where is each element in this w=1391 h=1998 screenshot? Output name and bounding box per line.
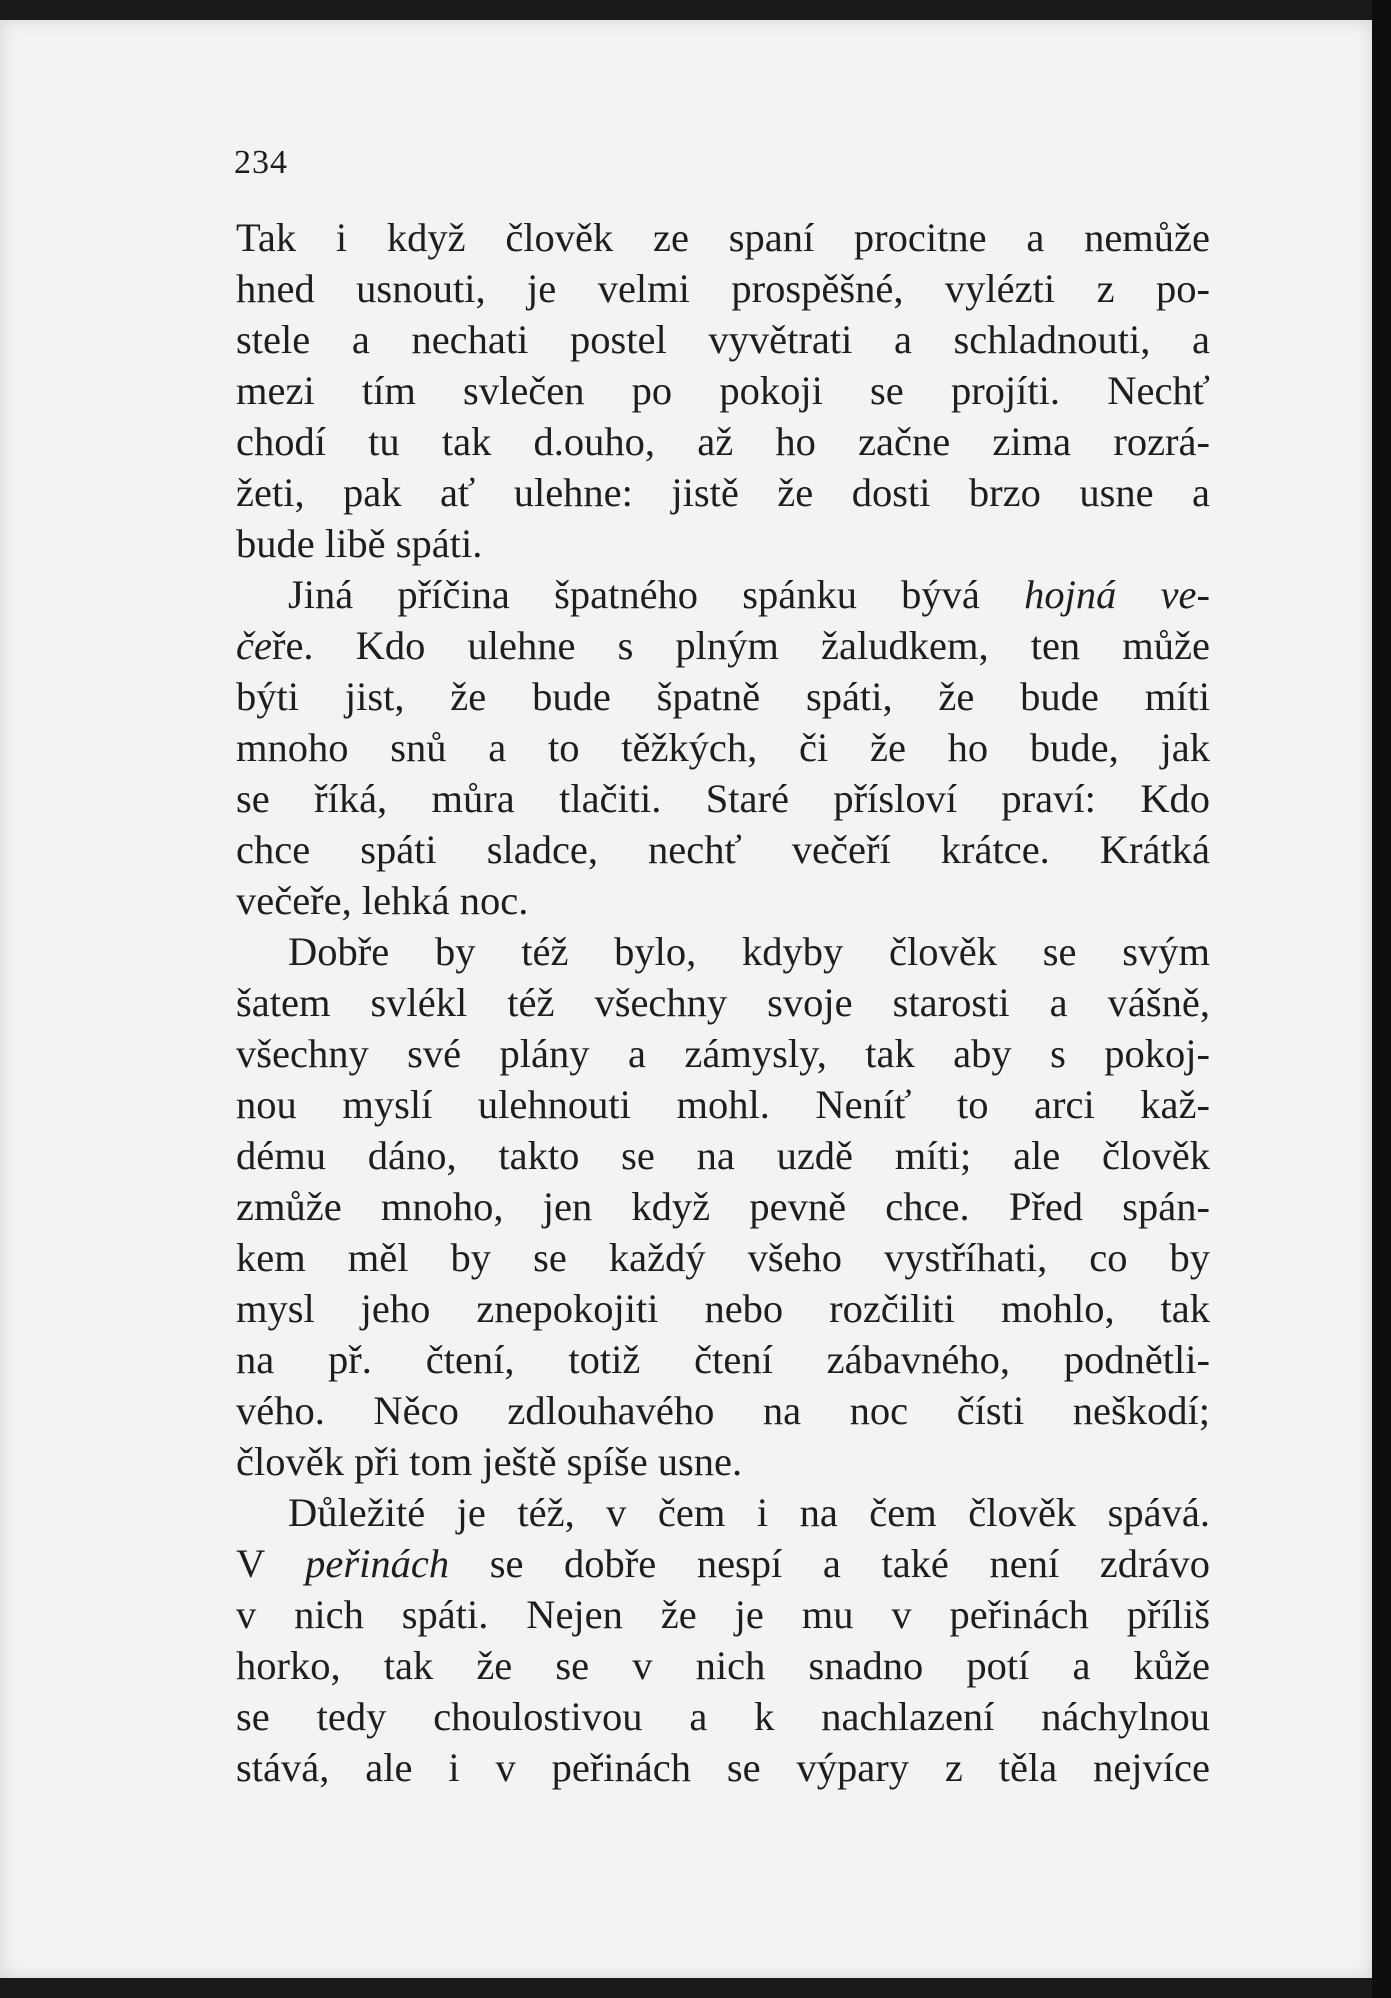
text-line: chodí tu tak d.ouho, až ho začne zima rozrá- — [236, 419, 1210, 464]
text-line: stele a nechati postel vyvětrati a schladnouti, a — [236, 317, 1210, 362]
text-line: Důležité je též, v čem i na čem člověk spává. — [288, 1490, 1210, 1535]
text-line — [236, 569, 1210, 620]
text-line: Tak i když člověk ze spaní procitne a nemůže — [236, 215, 1210, 260]
text-line: šatem svlékl též všechny svoje starosti a vášně, — [236, 980, 1210, 1025]
text-line: vého. Něco zdlouhavého na noc čísti neškodí; — [236, 1388, 1210, 1433]
text-line: žeti, pak ať ulehne: jistě že dosti brzo usne a — [236, 470, 1210, 515]
italic-phrase: hojná ve- — [1024, 572, 1210, 617]
text-line: horko, tak že se v nich snadno potí a kůže — [236, 1643, 1210, 1688]
text-line: všechny své plány a zámysly, tak aby s pokoj- — [236, 1031, 1210, 1076]
text-line: bude libě spáti. — [236, 521, 483, 566]
text-line: na př. čtení, totiž čtení zábavného, podnětli- — [236, 1337, 1210, 1382]
text-line: večeře, lehká noc. — [236, 878, 529, 923]
paragraph-3 — [236, 926, 1210, 1487]
book-spine-edge — [1372, 0, 1391, 1998]
text-line: se tedy choulostivou a k nachlazení náchylnou — [236, 1694, 1210, 1739]
text-line: mezi tím svlečen po pokoji se projíti. Nechť — [236, 368, 1210, 413]
text-line: stává, ale i v peřinách se výpary z těla nejvíce — [236, 1745, 1210, 1790]
text-line: hned usnouti, je velmi prospěšné, vylézti z po- — [236, 266, 1210, 311]
text-line: se říká, můra tlačiti. Staré přísloví praví: Kdo — [236, 776, 1210, 821]
paragraph-1 — [236, 212, 1210, 569]
text-segment: ře. Kdo ulehne s plným žaludkem, ten může — [271, 623, 1210, 668]
text-line: Dobře by též bylo, kdyby člověk se svým — [288, 929, 1210, 974]
text-line — [236, 1538, 1210, 1589]
text-line: kem měl by se každý všeho vystříhati, co by — [236, 1235, 1210, 1280]
body-text — [236, 212, 1210, 1793]
text-segment: Jiná příčina špatného spánku bývá — [288, 572, 980, 617]
text-line: zmůže mnoho, jen když pevně chce. Před spán- — [236, 1184, 1210, 1229]
text-line: býti jist, že bude špatně spáti, že bude míti — [236, 674, 1210, 719]
text-line: chce spáti sladce, nechť večeří krátce. Krátká — [236, 827, 1210, 872]
text-line: v nich spáti. Nejen že je mu v peřinách příliš — [236, 1592, 1210, 1637]
text-segment: se dobře nespí a také není zdrávo — [489, 1541, 1210, 1586]
text-line: dému dáno, takto se na uzdě míti; ale člověk — [236, 1133, 1210, 1178]
paragraph-4 — [236, 1487, 1210, 1793]
text-line — [236, 620, 1210, 671]
text-line: mysl jeho znepokojiti nebo rozčiliti mohlo, tak — [236, 1286, 1210, 1331]
italic-phrase: peřinách — [305, 1541, 450, 1586]
paragraph-2 — [236, 569, 1210, 926]
text-line: člověk při tom ještě spíše usne. — [236, 1439, 743, 1484]
text-segment: V — [236, 1541, 265, 1586]
text-line: nou myslí ulehnouti mohl. Neníť to arci kaž- — [236, 1082, 1210, 1127]
text-line: mnoho snů a to těžkých, či že ho bude, jak — [236, 725, 1210, 770]
page-number: 234 — [234, 144, 288, 181]
italic-phrase: če — [236, 623, 272, 668]
book-page — [0, 20, 1372, 1978]
